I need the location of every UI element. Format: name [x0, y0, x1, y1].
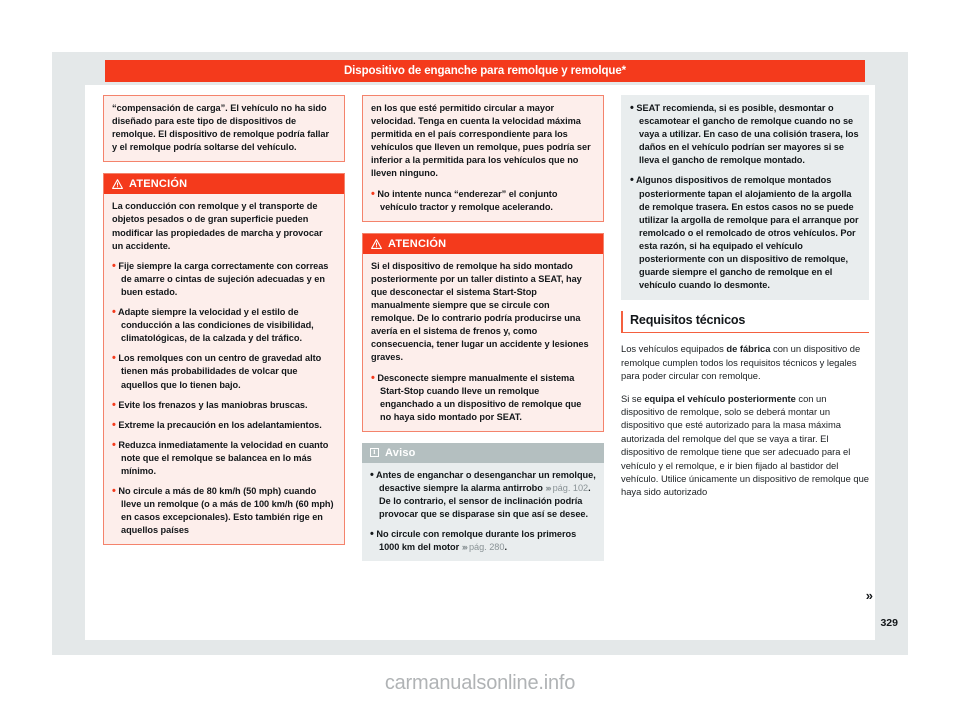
- bullet-dot: •: [370, 468, 374, 481]
- bullet-text: Adapte siempre la velocidad y el estilo de conducción a las condiciones de visibilidad, climatológicas, de la calzada y del tráfico.: [118, 307, 314, 344]
- bullet-dot: •: [112, 418, 116, 431]
- bullet-dot: •: [112, 438, 116, 451]
- paragraph-pre: Si se: [621, 392, 645, 404]
- bullet-text: SEAT recomienda, si es posible, desmontar o escamotear el gancho de remolque cuando no se vaya a utilizar. En caso de una colisión trasera, los daños en el vehículo podrían ser mayores si se lleva el gancho de remolque montado.: [636, 103, 859, 166]
- column-3: [621, 95, 869, 625]
- paragraph-bold: de fábrica: [726, 343, 771, 355]
- atencion-label-col2: ATENCIÓN: [388, 237, 447, 250]
- body-paragraph-1: [621, 342, 869, 382]
- atencion-intro-col2: Si el dispositivo de remolque ha sido montado posteriormente por un taller distinto a SEAT, hay que desconectar el sistema Start-Stop manualmente siempre que se circule con remolque. De lo contrario podría producirse una avería en el sistema de frenos y, como consecuencia, tener lugar un accidente y lesiones graves.: [371, 260, 589, 363]
- bullet-text: Algunos dispositivos de remolque montados posteriormente tapan el alojamiento de la argolla de remolque trasera. En estos casos no se puede utilizar la argolla de remolque para el arranque por remolcado o el remolcado de otros vehículos. Por esta razón, si ha equipado el vehículo posteriormente con un dispositivo de remolque, guarde siempre el gancho de remolque en el vehículo cuando lo desmonte.: [636, 175, 859, 291]
- paragraph-post: con un dispositivo de remolque, solo se deberá montar un dispositivo que esté autorizado para la masa máxima autorizada del remolque del que se vaya a tirar. El dispositivo de remolque tiene que ser adecuado para el vehículo y el remolque, e ir bien fijado al bastidor del vehículo. Utilice únicamente un dispositivo de remolque que haya sido autorizado: [621, 392, 869, 498]
- info-square-icon: [370, 448, 379, 457]
- bullet-dot: •: [630, 174, 634, 187]
- continued-warning-box-col2: [362, 95, 604, 222]
- atencion-box-col1: [103, 173, 345, 545]
- bullet-dot: •: [371, 187, 375, 200]
- column-1: [103, 95, 345, 625]
- bullet-dot: •: [112, 306, 116, 319]
- bullet-item: [112, 306, 336, 345]
- page-number: 329: [880, 617, 898, 629]
- bullet-item: [112, 439, 336, 478]
- bullet-text-post: . De lo contrario, el sensor de inclinación podría provocar que se disparase sin que así se desee.: [379, 482, 591, 520]
- bullet-dot: •: [630, 102, 634, 114]
- bullet-item: [112, 399, 336, 412]
- continued-warning-body-col1: [104, 96, 344, 161]
- site-watermark: carmanualsonline.info: [384, 672, 576, 694]
- paragraph-post: con un dispositivo de remolque cumplen todos los requisitos técnicos y legales para poder circular con remolque.: [621, 343, 861, 382]
- section-title-bar: [105, 60, 865, 82]
- bullet-item: [630, 174, 860, 292]
- aviso-box-col2: [362, 443, 604, 562]
- atencion-header-col2: [363, 234, 603, 254]
- paragraph: “compensación de carga”. El vehículo no ha sido diseñado para este tipo de dispositivos de remolque. El dispositivo de remolque podría fallar y el remolque podría soltarse del vehículo.: [112, 103, 330, 153]
- continued-note-box-col3: [621, 95, 869, 300]
- continuation-marker: »: [865, 588, 871, 603]
- bullet-text: Evite los frenazos y las maniobras bruscas.: [118, 399, 308, 410]
- bullet-text: No intente nunca “enderezar” el conjunto vehículo tractor y remolque acelerando.: [377, 188, 558, 212]
- continued-warning-body-col2: [363, 96, 603, 221]
- warning-triangle-icon: [112, 179, 123, 189]
- bullet-text: Reduzca inmediatamente la velocidad en cuanto note que el remolque se balancea en lo más mínimo.: [118, 439, 329, 476]
- bullet-item: [112, 260, 336, 299]
- cross-reference-link[interactable]: pág. 280: [468, 542, 505, 553]
- warning-triangle-icon: [371, 239, 382, 249]
- bullet-text-pre: Antes de enganchar o desenganchar un remolque, desactive siempre la alarma antirrobo: [376, 469, 596, 493]
- bullet-text-post: .: [504, 542, 507, 553]
- atencion-intro-col1: La conducción con remolque y el transporte de objetos pesados o de gran superficie pueden modificar las propiedades de marcha y provocar un accidente.: [112, 201, 323, 251]
- xref-arrows-icon: ›››: [545, 482, 551, 493]
- continued-warning-box-col1: [103, 95, 345, 162]
- bullet-item: [370, 528, 596, 554]
- bullet-item: [112, 485, 336, 537]
- bullet-text: No circule a más de 80 km/h (50 mph) cuando lleve un remolque (o a más de 100 km/h (60 mph) en casos excepcionales). Esto también rige en aquellos países: [118, 486, 334, 536]
- column-2: [362, 95, 604, 625]
- atencion-header-col1: [104, 174, 344, 194]
- atencion-body-col1: [104, 194, 344, 544]
- bullet-text-pre: No circule con remolque durante los primeros 1000 km del motor: [376, 529, 577, 553]
- bullet-dot: •: [371, 371, 375, 384]
- paragraph-bold: equipa el vehículo posteriormente: [644, 392, 796, 404]
- subsection-heading: [621, 311, 869, 333]
- bullet-text: Desconecte siempre manualmente el sistema Start-Stop cuando lleve un remolque enganchado a un dispositivo de remolque que no haya sido montado por SEAT.: [377, 372, 582, 422]
- aviso-label-col2: Aviso: [385, 446, 416, 459]
- bullet-item: [371, 372, 595, 424]
- body-paragraph-2: [621, 392, 869, 499]
- bullet-dot: •: [112, 485, 116, 498]
- aviso-header-col2: [362, 443, 604, 463]
- paragraph: en los que esté permitido circular a mayor velocidad. Tenga en cuenta la velocidad máxima permitida en el país correspondiente para los vehículos que lleven un remolque, pues podría ser inferior a la permitida para los vehículos que no lleven ninguno.: [371, 103, 591, 179]
- bullet-item: [112, 419, 336, 432]
- bullet-text: Los remolques con un centro de gravedad alto tienen más probabilidades de volcar que aquellos que lo tienen bajo.: [118, 353, 322, 390]
- content-columns: [103, 95, 869, 625]
- atencion-box-col2: [362, 233, 604, 432]
- bullet-item: [630, 102, 860, 167]
- subsection-heading-text: Requisitos técnicos: [630, 313, 746, 328]
- bullet-item: [371, 188, 595, 214]
- bullet-text: Extreme la precaución en los adelantamientos.: [118, 419, 322, 430]
- atencion-body-col2: [363, 254, 603, 431]
- bullet-dot: •: [370, 528, 374, 541]
- bullet-item: [370, 469, 596, 521]
- section-title: Dispositivo de enganche para remolque y remolque*: [343, 65, 627, 77]
- xref-arrows-icon: ›››: [461, 542, 467, 553]
- bullet-dot: •: [112, 352, 116, 365]
- aviso-body-col2: [362, 463, 604, 562]
- bullet-dot: •: [112, 259, 116, 272]
- bullet-item: [112, 352, 336, 391]
- atencion-label-col1: ATENCIÓN: [129, 178, 188, 191]
- paragraph-pre: Los vehículos equipados: [621, 343, 727, 355]
- bullet-dot: •: [112, 398, 116, 411]
- cross-reference-link[interactable]: pág. 102: [552, 482, 589, 493]
- bullet-text: Fije siempre la carga correctamente con correas de amarre o cintas de sujeción adecuadas y en buen estado.: [118, 260, 329, 297]
